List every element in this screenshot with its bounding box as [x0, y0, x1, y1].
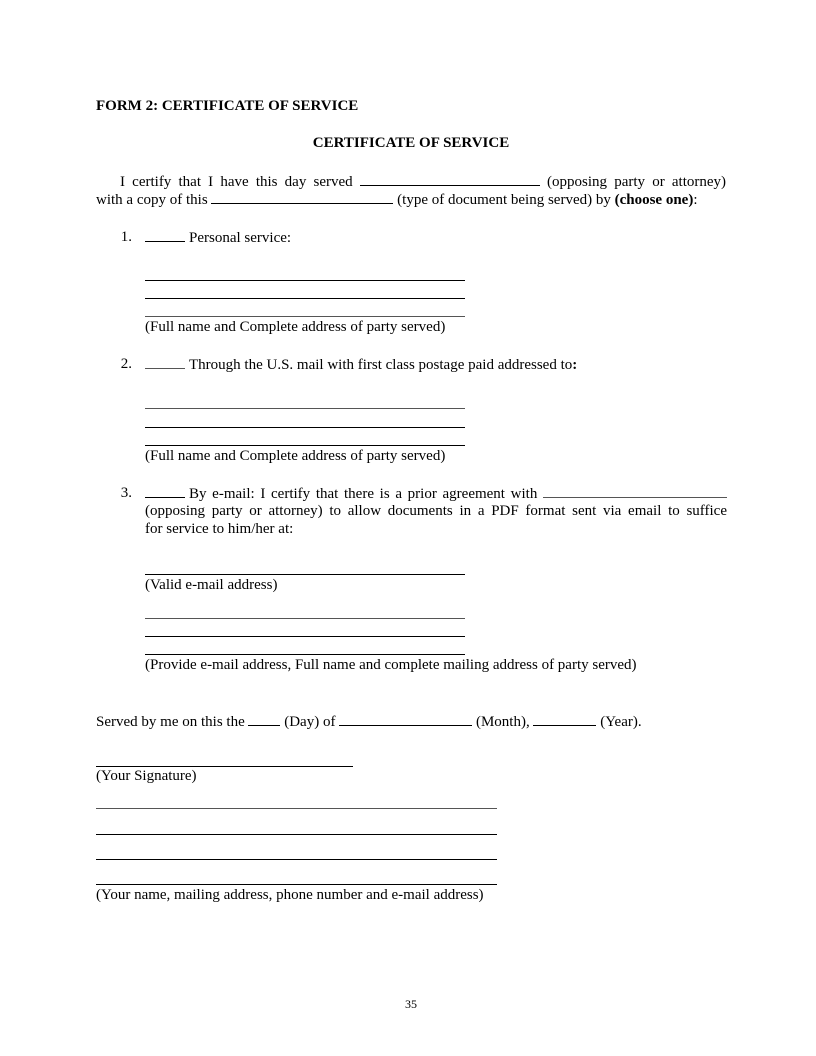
item-3-number: 3.	[120, 485, 132, 501]
served-line	[96, 712, 642, 731]
contact-line-2[interactable]	[96, 834, 497, 835]
item-3-label-1: By e-mail: I certify that there is a prior agreement with	[189, 486, 538, 502]
item-2-address-line-1[interactable]	[145, 408, 465, 409]
item-1-caption: (Full name and Complete address of party served)	[145, 319, 446, 335]
contact-caption: (Your name, mailing address, phone number and e-mail address)	[96, 887, 484, 903]
month-blank[interactable]	[339, 712, 472, 726]
year-blank[interactable]	[533, 712, 596, 726]
contact-line-1[interactable]	[96, 808, 497, 809]
item-2-number: 2.	[120, 356, 132, 372]
intro-colon: :	[693, 192, 698, 208]
item-1-check-blank[interactable]	[145, 228, 185, 242]
item-2-option	[145, 355, 577, 374]
item-1-address-line-2[interactable]	[145, 298, 465, 299]
item-2-caption: (Full name and Complete address of party served)	[145, 448, 446, 464]
served-year-label: (Year).	[600, 714, 642, 730]
item-3-email-caption: (Valid e-mail address)	[145, 577, 278, 593]
item-3-agreement-party-blank[interactable]	[543, 484, 727, 498]
intro-line-1	[96, 172, 726, 191]
document-type-blank[interactable]	[211, 190, 393, 204]
item-3-caption: (Provide e-mail address, Full name and complete mailing address of party served)	[145, 657, 637, 673]
item-3-check-blank[interactable]	[145, 484, 185, 498]
certificate-title: CERTIFICATE OF SERVICE	[312, 135, 510, 151]
intro-line-2	[96, 190, 698, 209]
item-3-address-line-1[interactable]	[145, 618, 465, 619]
form-heading: FORM 2: CERTIFICATE OF SERVICE	[96, 98, 359, 114]
item-2-colon: :	[572, 357, 578, 373]
item-3-address-line-2[interactable]	[145, 636, 465, 637]
item-3-email-line[interactable]	[145, 574, 465, 575]
item-2-address-line-3[interactable]	[145, 445, 465, 446]
intro-text-2: (opposing party or attorney)	[547, 174, 727, 190]
contact-line-3[interactable]	[96, 859, 497, 860]
item-1-label: Personal service:	[189, 230, 292, 246]
item-1-number: 1.	[120, 229, 132, 245]
served-day-label: (Day) of	[284, 714, 336, 730]
item-1-address-line-1[interactable]	[145, 280, 465, 281]
served-prefix: Served by me on this the	[96, 714, 245, 730]
intro-text-4: (type of document being served) by	[397, 192, 611, 208]
item-3-address-line-3[interactable]	[145, 654, 465, 655]
contact-line-4[interactable]	[96, 884, 497, 885]
intro-text-3: with a copy of this	[96, 192, 208, 208]
page-number: 35	[405, 997, 417, 1011]
item-3-label-3: for service to him/her at:	[145, 521, 294, 537]
intro-text-1: I certify that I have this day served	[120, 174, 353, 190]
day-blank[interactable]	[248, 712, 280, 726]
served-month-label: (Month),	[475, 714, 530, 730]
choose-one-text: (choose one)	[614, 192, 694, 208]
item-3-line-1	[145, 484, 727, 503]
item-1-address-line-3[interactable]	[145, 316, 465, 317]
item-2-label: Through the U.S. mail with first class postage paid addressed to	[189, 357, 573, 373]
item-1-option	[145, 228, 291, 247]
item-2-address-line-2[interactable]	[145, 427, 465, 428]
signature-caption: (Your Signature)	[96, 768, 197, 784]
item-2-check-blank[interactable]	[145, 355, 185, 369]
opposing-party-blank[interactable]	[360, 172, 540, 186]
item-3-label-2: (opposing party or attorney) to allow documents in a PDF format sent via email to suffice	[145, 503, 727, 519]
